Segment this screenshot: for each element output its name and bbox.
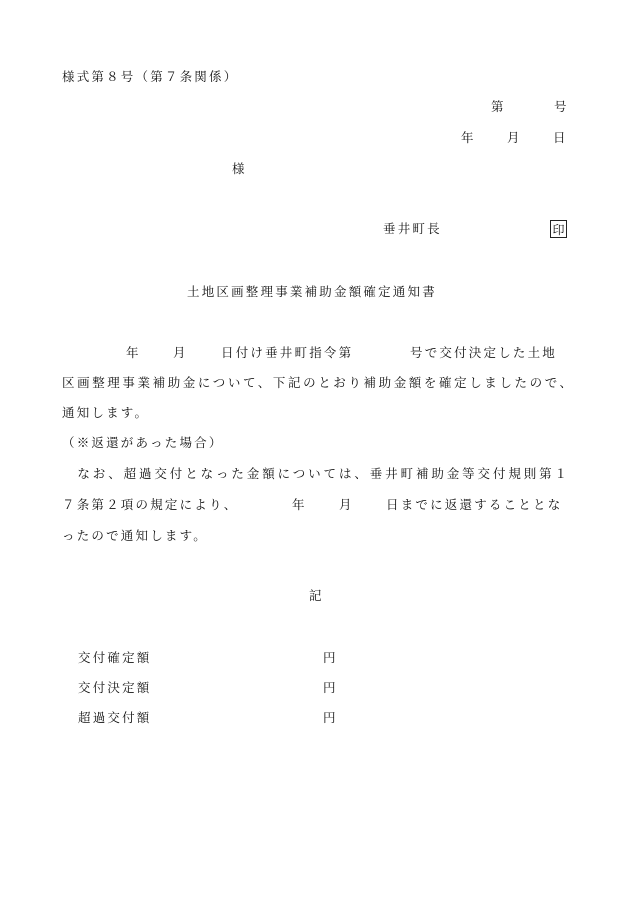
body-line1-a: 日付け垂井町指令第 [221, 345, 354, 360]
body-line4: なお、超過交付となった金額については、垂井町補助金等交付規則第１ [62, 466, 570, 481]
amount-label-kakutei: 交付確定額 [78, 650, 152, 665]
body-line5-year: 年 [292, 497, 305, 512]
document-title: 土地区画整理事業補助金額確定通知書 [187, 284, 437, 299]
refund-note: （※返還があった場合） [62, 435, 224, 450]
date-month: 月 [507, 130, 520, 145]
ki-heading: 記 [309, 588, 322, 603]
date-day: 日 [553, 130, 566, 145]
body-line5-month: 月 [339, 497, 352, 512]
body-line5-b: 日までに返還することとな [386, 497, 563, 512]
amount-label-kettei: 交付決定額 [78, 680, 152, 695]
issuer-name: 垂井町長 [383, 221, 442, 236]
amount-unit-chouka: 円 [323, 710, 336, 725]
amount-label-chouka: 超過交付額 [78, 710, 152, 725]
body-line1-month: 月 [173, 345, 186, 360]
amount-unit-kakutei: 円 [323, 650, 336, 665]
number-go: 号 [554, 99, 567, 114]
body-line1-year: 年 [126, 345, 139, 360]
seal-mark: 印 [550, 220, 567, 238]
addressee-suffix: 様 [232, 161, 245, 176]
number-dai: 第 [491, 99, 504, 114]
date-year: 年 [461, 130, 474, 145]
body-line1-b: 号で交付決定した土地 [410, 345, 558, 360]
body-line2: 区画整理事業補助金について、下記のとおり補助金額を確定しましたので、 [62, 375, 575, 390]
amount-unit-kettei: 円 [323, 680, 336, 695]
body-line3: 通知します。 [62, 405, 150, 420]
form-label: 様式第８号（第７条関係） [62, 69, 239, 84]
body-line5-a: ７条第２項の規定により、 [62, 497, 239, 512]
body-line6: ったので通知します。 [62, 528, 209, 543]
